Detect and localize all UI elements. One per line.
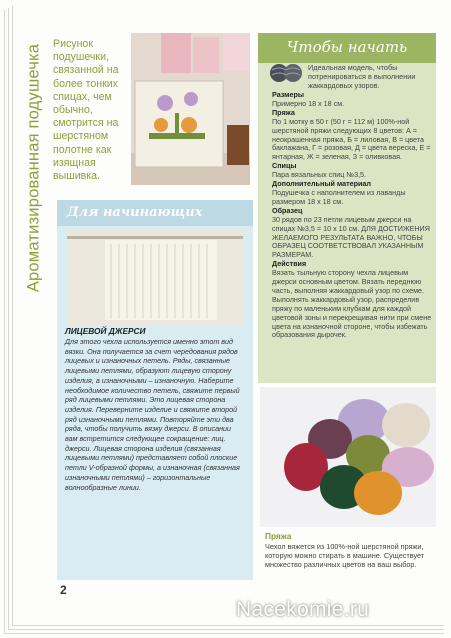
yarn-title: Пряжа [265,531,292,541]
section-yarn: Пряжа По 1 мотку в 50 г (50 г = 112 м) 100%-ной шерстяной пряжи следующих 8 цветов: А = неокрашенная пряжа, Б = лиловая, В = цвета баклажана, Г = розовая, Д = цвета вереска, Е = янтарная, Ж = зеленая, З = оливковая. [272,107,431,162]
watermark: Nacekomie.ru [236,598,370,621]
jersey-stitch-text: Для этого чехла используется именно этот вид вязки. Она получается за счет чередования рядов лицевых и изнаночных петель. Ряды, связанные лицевыми петлями, образуют лицевую сторону изделия, а изнаночными – изнаночную. Наберите необходимое количество петель, свяжите первый ряд лицевыми петлями. Это лицевая сторона изделия. Переверните изделие и свяжите второй ряд изнаночными петлями. Повторяйте эти два ряда, чтобы получить вязку джерси. В описании вам встретится следующее сокращение: лиц. джерси. Лицевая сторона изделия (связанная лицевыми петлями) представляет собой плоские петли V-образной формы, а изнаночная (связанная изнаночными петлями) – горизонтальные волнообразные линии. [65,337,240,492]
getting-started-panel [258,33,436,383]
yarn-balls-photo [260,387,436,527]
beginners-header [57,200,253,226]
section-actions: Действия Вязать тыльную сторону чехла лицевым джерси основным цветом. Вязать переднюю часть, выполняя жаккардовый узор по схеме. Выполнять жаккардовый узор, распределив пряжу по маленьким клубкам для каждой цветовой зоны и перекрещивая нити при смене цвета на изнаночной стороне, чтобы избежать образования дырочек. [272,259,432,340]
beginners-heading: Для начинающих [67,205,203,220]
getting-started-body [272,91,432,340]
pillow-photo [131,33,250,185]
page-number: 2 [60,583,67,597]
getting-started-intro: Идеальная модель, чтобы потренироваться в выполнении жаккардовых узоров. [308,63,416,90]
getting-started-header [258,33,436,63]
knit-swatch-photo [67,230,243,326]
intro-text: Рисунок подушечки, связанной на более тонких спицах, чем обычно, смотрится на шерстяном полотне как изящная вышивка. [53,38,119,183]
section-needles: Спицы Пара вязальных спиц №3,5. [272,161,367,180]
section-size: Размеры Примерно 18 х 18 см. [272,90,345,108]
section-gauge: Образец 30 рядов по 23 петли лицевым джерси на спицах №3,5 = 10 х 10 см. ДЛЯ ДОСТИЖЕНИЯ ЖЕЛАЕМОГО РЕЗУЛЬТАТА ВАЖНО, ЧТОБЫ ОБРАЗЕЦ СООТВЕТСТВОВАЛ УКАЗАННЫМ РАЗМЕРАМ. [272,205,430,260]
yarn-text: Чехол вяжется из 100%-ной шерстяной пряжи, которую можно стирать в машине. Существует множество различных цветов на ваш выбор. [265,542,425,569]
jersey-stitch-title: ЛИЦЕВОЙ ДЖЕРСИ [65,326,146,336]
vertical-title-text: Ароматизированная подушечка [24,43,43,293]
section-materials: Дополнительный материал Подушечка с наполнителем из лаванды размером 18 х 18 см. [272,179,406,206]
getting-started-heading: Чтобы начать [286,38,408,56]
beginners-panel [57,200,253,580]
vertical-title [20,18,48,318]
yarn-balls-icon [268,60,304,84]
